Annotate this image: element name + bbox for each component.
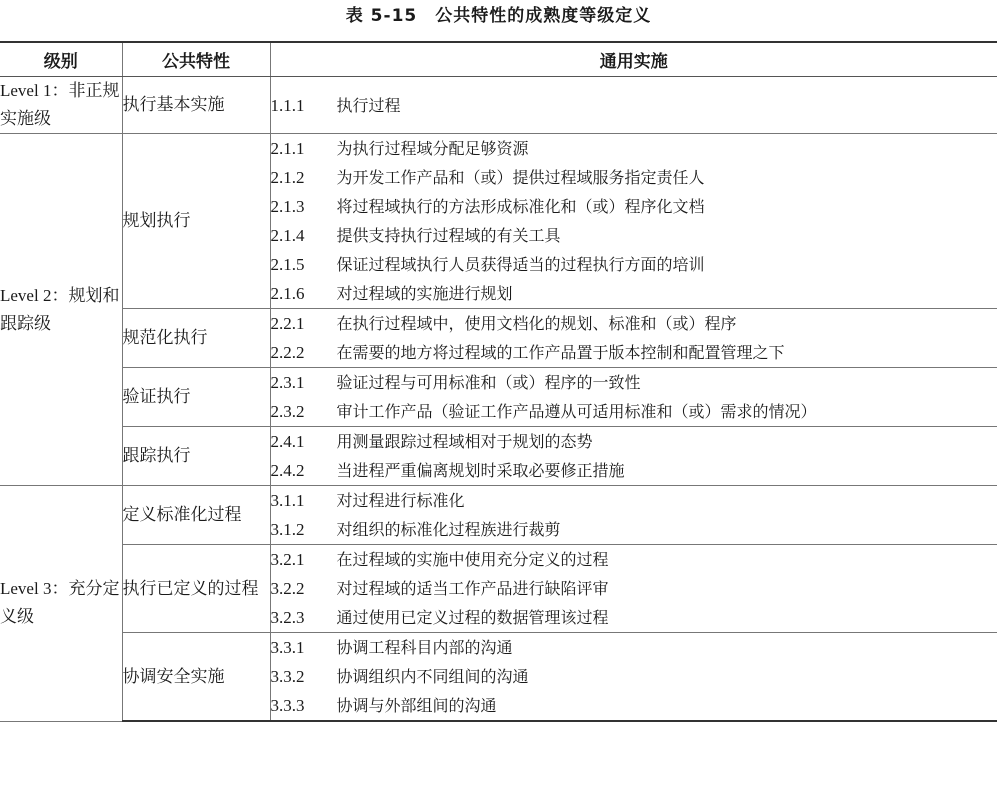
practice-item <box>271 250 997 279</box>
practice-cell <box>270 134 997 309</box>
attribute-cell: 协调安全实施 <box>122 633 270 722</box>
practice-text: 对过程域的适当工作产品进行缺陷评审 <box>336 579 609 598</box>
level-cell: Level 1：非正规实施级 <box>0 77 122 134</box>
practice-text: 对过程进行标准化 <box>336 491 465 510</box>
practice-number: 3.2.1 <box>270 550 305 569</box>
practice-item <box>271 368 997 397</box>
practice-text: 对过程域的实施进行规划 <box>336 284 513 303</box>
practice-item <box>271 486 997 515</box>
practice-number: 2.1.5 <box>270 255 305 274</box>
table-caption: 表 5-15 公共特性的成熟度等级定义 <box>345 6 652 26</box>
practice-text: 为开发工作产品和（或）提供过程域服务指定责任人 <box>336 168 705 187</box>
practice-number: 1.1.1 <box>270 95 305 115</box>
practice-cell <box>270 486 997 545</box>
practice-number: 2.1.6 <box>270 284 305 303</box>
practice-item <box>271 691 997 720</box>
practice-item <box>271 633 997 662</box>
practice-text: 将过程域执行的方法形成标准化和（或）程序化文档 <box>336 197 705 216</box>
practice-item <box>271 574 997 603</box>
practice-item <box>271 91 997 120</box>
practice-number: 2.1.1 <box>270 139 305 158</box>
attribute-cell: 跟踪执行 <box>122 427 270 486</box>
practice-item <box>271 338 997 367</box>
table-row <box>0 134 997 309</box>
practice-item <box>271 603 997 632</box>
practice-text: 保证过程域执行人员获得适当的过程执行方面的培训 <box>336 255 705 274</box>
practice-text: 验证过程与可用标准和（或）程序的一致性 <box>336 373 641 392</box>
header-attribute: 公共特性 <box>122 42 270 77</box>
practice-item <box>271 279 997 308</box>
attribute-cell: 验证执行 <box>122 368 270 427</box>
table-row <box>0 633 997 722</box>
table-row <box>0 77 997 134</box>
practice-number: 2.4.2 <box>270 461 305 480</box>
practice-number: 2.2.2 <box>270 343 305 362</box>
practice-item <box>271 662 997 691</box>
practice-text: 当进程严重偏离规划时采取必要修正措施 <box>336 461 625 480</box>
practice-text: 审计工作产品（验证工作产品遵从可适用标准和（或）需求的情况） <box>336 402 817 421</box>
practice-text: 在过程域的实施中使用充分定义的过程 <box>336 550 609 569</box>
table-row <box>0 427 997 486</box>
practice-number: 2.3.2 <box>270 402 305 421</box>
practice-number: 2.1.2 <box>270 168 305 187</box>
header-level: 级别 <box>0 42 122 77</box>
practice-text: 对组织的标准化过程族进行裁剪 <box>336 520 561 539</box>
practice-number: 3.3.2 <box>270 667 305 686</box>
practice-text: 用测量跟踪过程域相对于规划的态势 <box>336 432 593 451</box>
practice-item <box>271 221 997 250</box>
level-cell: Level 3：充分定义级 <box>0 486 122 722</box>
practice-item <box>271 163 997 192</box>
practice-number: 3.2.3 <box>270 608 305 627</box>
practice-text: 执行过程 <box>336 95 401 115</box>
table-row <box>0 368 997 427</box>
practice-number: 2.2.1 <box>270 314 305 333</box>
practice-text: 在需要的地方将过程域的工作产品置于版本控制和配置管理之下 <box>336 343 785 362</box>
practice-text: 在执行过程域中，使用文档化的规划、标准和（或）程序 <box>336 314 737 333</box>
practice-number: 3.2.2 <box>270 579 305 598</box>
practice-text: 协调组织内不同组间的沟通 <box>336 667 529 686</box>
practice-cell <box>270 309 997 368</box>
maturity-table <box>0 41 997 722</box>
practice-number: 2.3.1 <box>270 373 305 392</box>
practice-item <box>271 192 997 221</box>
table-row <box>0 545 997 633</box>
practice-cell <box>270 368 997 427</box>
practice-text: 为执行过程域分配足够资源 <box>336 139 529 158</box>
practice-number: 2.4.1 <box>270 432 305 451</box>
practice-item <box>271 309 997 338</box>
attribute-cell: 规范化执行 <box>122 309 270 368</box>
table-header-row <box>0 42 997 77</box>
practice-item <box>271 545 997 574</box>
practice-cell <box>270 545 997 633</box>
practice-number: 2.1.4 <box>270 226 305 245</box>
practice-number: 3.3.1 <box>270 638 305 657</box>
table-body <box>0 77 997 722</box>
attribute-cell: 执行基本实施 <box>122 77 270 134</box>
attribute-cell: 执行已定义的过程 <box>122 545 270 633</box>
practice-item <box>271 515 997 544</box>
attribute-cell: 规划执行 <box>122 134 270 309</box>
practice-item <box>271 427 997 456</box>
practice-item <box>271 397 997 426</box>
practice-item <box>271 134 997 163</box>
table-row <box>0 309 997 368</box>
header-practice: 通用实施 <box>270 42 997 77</box>
practice-number: 3.1.2 <box>270 520 305 539</box>
practice-number: 3.3.3 <box>270 696 305 715</box>
practice-cell <box>270 77 997 134</box>
practice-number: 3.1.1 <box>270 491 305 510</box>
practice-text: 协调与外部组间的沟通 <box>336 696 497 715</box>
attribute-cell: 定义标准化过程 <box>122 486 270 545</box>
practice-text: 协调工程科目内部的沟通 <box>336 638 513 657</box>
level-cell: Level 2：规划和跟踪级 <box>0 134 122 486</box>
practice-number: 2.1.3 <box>270 197 305 216</box>
practice-text: 通过使用已定义过程的数据管理该过程 <box>336 608 609 627</box>
practice-item <box>271 456 997 485</box>
practice-cell <box>270 427 997 486</box>
table-row <box>0 486 997 545</box>
practice-cell <box>270 633 997 722</box>
practice-text: 提供支持执行过程域的有关工具 <box>336 226 561 245</box>
